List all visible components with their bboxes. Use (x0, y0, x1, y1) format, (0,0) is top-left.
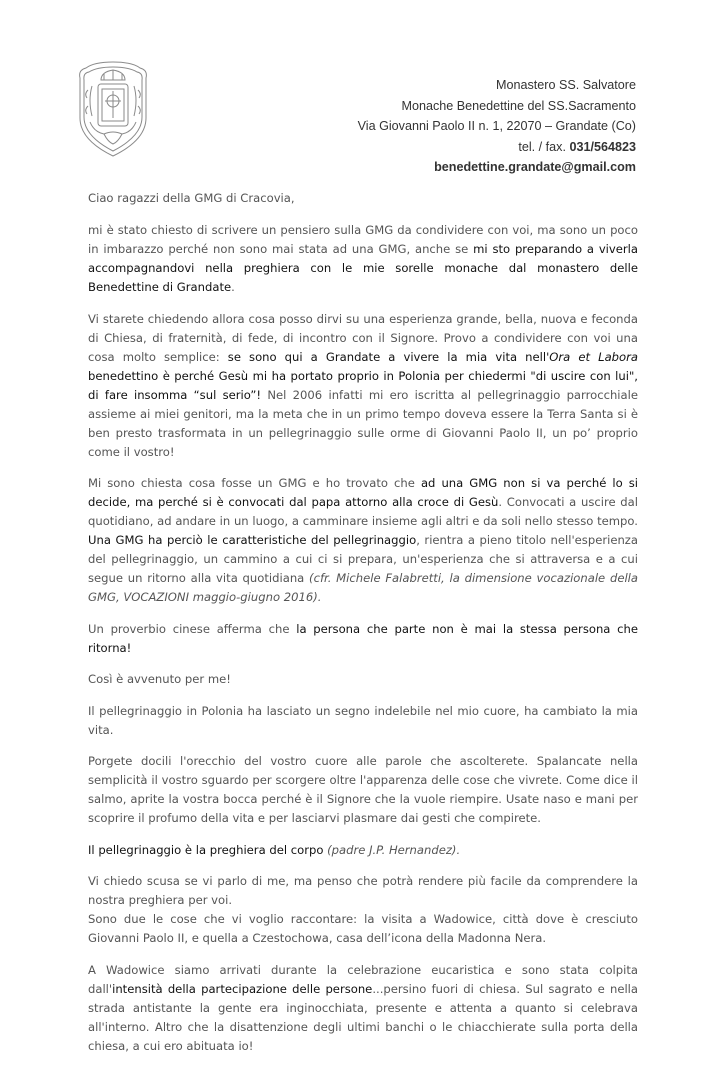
highlighted-text: Una GMG ha perciò le caratteristiche del pellegrinaggio (88, 533, 417, 547)
text-run: Nel 2006 infatti mi ero iscritta al pellegrinaggio parrocchiale assieme ai miei genitori, ma la meta che in un primo tempo doveva essere la Terra Santa si è ben presto trasformata in un pellegrinaggio sulle orme di Giovanni Paolo II, un po’ proprio come il vostro! (88, 387, 638, 459)
highlighted-text: intensità della partecipazione delle persone (112, 981, 373, 996)
text-run: mi è stato chiesto di scrivere un pensiero sulla GMG da condividere con voi, ma sono un poco in imbarazzo perché non sono mai stata ad una GMG, anche se (88, 223, 638, 256)
text-run: A Wadowice siamo arrivati durante la celebrazione eucaristica e sono stata colpita dall' (88, 962, 638, 996)
salutation: Ciao ragazzi della GMG di Cracovia, (88, 191, 295, 205)
text-run: Sono due le cose che vi voglio raccontare: la visita a Wadowice, città dove è cresciuto Giovanni Paolo II, e quella a Czestochowa, casa dell’icona della Madonna Nera. (88, 912, 638, 945)
text-run: Vi chiedo scusa se vi parlo di me, ma penso che potrà rendere più facile da comprendere la nostra preghiera per voi. (88, 874, 638, 907)
phone-line (358, 137, 636, 158)
highlighted-text: Il pellegrinaggio è la preghiera del corpo (88, 842, 324, 857)
highlighted-text: mi sto preparando a viverla accompagnandovi nella preghiera con le mie sorelle monache dal monastero delle Benedettine di Grandate (88, 242, 638, 294)
citation: (padre J.P. Hernandez). (323, 842, 461, 857)
text-run: . Convocati a uscire dal quotidiano, ad andare in un luogo, a camminare insieme agli altri e da soli nello stesso tempo. (88, 495, 638, 528)
text-run: Mi sono chiesta cosa fosse un GMG e ho trovato che (88, 476, 421, 490)
paragraph-7: Porgete docili l'orecchio del vostro cuore alle parole che ascolterete. Spalancate nella semplicità il vostro sguardo per scorgere oltre l'apparenza delle cose che vivrete. Come dice il salmo, aprite la vostra bocca perché è il Signore che la vuole riempire. Usate naso e mani per scoprire il profumo della vita e per lasciarvi plasmare dai gesti che compirete. (88, 754, 638, 825)
italic-highlighted-text: Ora et Labora (549, 349, 638, 364)
text-run: ...persino fuori di chiesa. Sul sagrato e nella strada antistante la gente era inginocchiata, presente e attenta a quanto si celebrava all'interno. Altro che la disattenzione degli ultimi banchi o le chiacchierate sulla porta della chiesa, a cui ero abituata io! (88, 981, 639, 1053)
text-run: , rientra a pieno titolo nell'esperienza del pellegrinaggio, un cammino a cui ci si prepara, un'esperienza che si attraversa e a cui segue un ritorno alla vita quotidiana (88, 533, 638, 585)
phone-number: 031/564823 (569, 139, 636, 154)
paragraph-3 (88, 474, 638, 607)
text-run: Un proverbio cinese afferma che (88, 621, 297, 636)
paragraph-9 (88, 872, 638, 948)
highlighted-text: se sono qui a Grandate a vivere la mia vita nell' (227, 349, 550, 364)
letter-body (88, 189, 638, 1068)
phone-label: tel. / fax. (518, 139, 570, 154)
paragraph-8 (88, 841, 638, 860)
community-name: Monache Benedettine del SS.Sacramento (401, 98, 636, 113)
highlighted-text: benedettino è perché Gesù mi ha portato proprio in Polonia per chiedermi "di uscire con lui", di fare insomma “sul serio”! (88, 368, 638, 402)
paragraph-2 (88, 310, 638, 462)
paragraph-10 (88, 961, 638, 1056)
monastery-seal-logo (74, 60, 152, 160)
citation: (cfr. Michele Falabretti, la dimensione vocazionale della GMG, VOCAZIONI maggio-giugno 2016). (88, 571, 639, 604)
highlighted-text: ad una GMG non si va perché lo si decide, ma perché si è convocati dal papa attorno alla croce di Gesù (88, 476, 638, 509)
highlighted-text: la persona che parte non è mai la stessa persona che ritorna! (88, 621, 638, 655)
paragraph-1 (88, 221, 638, 297)
paragraph-6: Il pellegrinaggio in Polonia ha lasciato un segno indelebile nel mio cuore, ha cambiato la mia vita. (88, 703, 638, 737)
paragraph-4 (88, 620, 638, 658)
monastery-name: Monastero SS. Salvatore (495, 78, 636, 92)
email-address: benedettine.grandate@gmail.com (434, 160, 636, 174)
text-run: . (231, 280, 235, 294)
postal-address: Via Giovanni Paolo II n. 1, 22070 – Grandate (Co) (357, 119, 636, 133)
text-run: Vi starete chiedendo allora cosa posso dirvi su una esperienza grande, bella, nuova e feconda di Chiesa, di fraternità, di fede, di incontro con il Signore. Provo a condividere con voi una cosa molto semplice: (88, 311, 638, 364)
paragraph-5: Così è avvenuto per me! (88, 672, 231, 686)
letterhead (358, 75, 636, 178)
